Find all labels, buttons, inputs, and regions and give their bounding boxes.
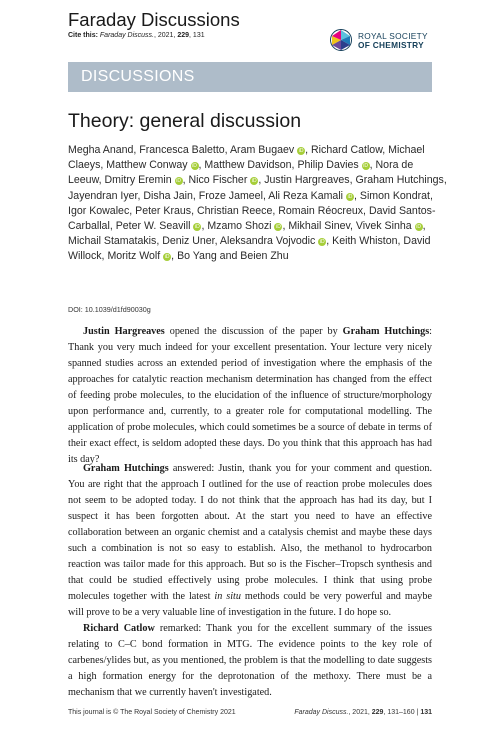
orcid-icon[interactable]: iD — [176, 178, 181, 185]
orcid-icon[interactable]: iD — [276, 224, 281, 231]
author-name: Richard Catlow — [311, 144, 383, 156]
author-name: Moritz Wolf — [107, 250, 161, 263]
author-name: Beien Zhu — [240, 250, 289, 263]
author-name: Michail Stamatakis — [68, 235, 157, 248]
author-name: Matthew Davidson — [204, 159, 292, 172]
speaker-name: Justin Hargreaves — [83, 326, 165, 337]
orcid-icon[interactable]: iD — [363, 163, 368, 170]
paragraph-lead: opened the discussion of the paper by — [164, 326, 343, 337]
author-name: Mzamo Shozi — [207, 220, 272, 233]
footer-pages: , 131–160 | — [383, 709, 421, 716]
orcid-icon[interactable]: iD — [319, 239, 325, 246]
author-name: Aleksandra Vojvodic — [219, 235, 316, 248]
speaker-name: Richard Catlow — [83, 623, 155, 634]
author-name: Vivek Sinha — [355, 220, 412, 233]
orcid-icon[interactable]: iD — [251, 178, 257, 185]
author-list: Megha Anand, Francesca Baletto, Aram Bugaev iD , Richard Catlow, Michael Claeys, Matthew Conway iD , Matthew Davidson, Philip Davies iD , Nora de Leeuw, Dmitry Eremin iD , Nico Fischer iD , Justin Hargreaves, Graham Hutchings, Jayendran Iyer, Disha Jain, Froze Jameel, Ali Reza Kamali iD , Simon Kondrat, Igor Kowalec, Peter Kraus, Christian Reece, Romain Réocreux, David Santos-Carballal, Peter W. Seavill iD , Mzamo Shozi iD , Mikhail Sinev, Vivek Sinha iD , Michail Stamatakis, Deniz Uner, Aleksandra Vojvodic iD , Keith Whiston, David Willock, Moritz Wolf iD , Bo Yang and Beien Zhu — [68, 144, 447, 263]
cite-pages: , 131 — [189, 32, 205, 39]
author-name: Bo Yang — [177, 250, 217, 263]
footer-copyright: This journal is © The Royal Society of Chemistry 2021 — [68, 709, 236, 716]
author-name: Megha Anand — [68, 144, 134, 156]
discussion-paragraph — [68, 324, 432, 468]
section-banner — [68, 62, 432, 92]
author-name: David Santos-Carballal — [68, 204, 436, 233]
cite-label: Cite this: — [68, 32, 98, 39]
author-name: Francesca Baletto — [139, 144, 225, 156]
rsc-logo-mark-icon — [328, 28, 354, 52]
author-name: Keith Whiston — [332, 235, 398, 248]
author-name: Jayendran Iyer — [68, 189, 138, 202]
page-number: 131 — [420, 709, 432, 716]
doi[interactable]: DOI: 10.1039/d1fd90030g — [68, 305, 151, 314]
author-name: Romain Réocreux — [278, 204, 364, 217]
paragraph-text: remarked: Thank you for the excellent summary of the issues relating to C–C bond formation in MTG. The evidence points to the key role of carbenes/ylides but, as you mentioned, the problem is that the modelling to date suggests a high formation energy for the deprotonation of the methoxy. There must be a mechanism that we currently haven't investigated. — [68, 623, 432, 699]
logo-text-line1: ROYAL SOCIETY — [358, 31, 428, 41]
cite-year: , 2021, — [153, 32, 178, 39]
author-name: Ali Reza Kamali — [268, 189, 344, 202]
orcid-icon[interactable]: iD — [195, 224, 200, 231]
article-title: Theory: general discussion — [68, 110, 302, 132]
orcid-icon[interactable]: iD — [347, 193, 353, 200]
speaker-name: Graham Hutchings — [342, 326, 430, 337]
author-name: Peter W. Seavill — [115, 220, 191, 233]
author-name: Aram Bugaev — [229, 144, 295, 156]
author-name: Froze Jameel — [198, 189, 263, 202]
author-name: Dmitry Eremin — [104, 174, 172, 187]
citation-line — [68, 32, 205, 39]
discussion-paragraph — [68, 461, 432, 621]
footer-journal: Faraday Discuss. — [294, 709, 349, 716]
journal-title: Faraday Discussions — [68, 9, 240, 30]
author-name: Igor Kowalec — [68, 204, 130, 217]
author-name: Nora de Leeuw — [68, 159, 414, 187]
orcid-icon[interactable]: iD — [416, 224, 421, 231]
author-name: Christian Reece — [196, 204, 273, 217]
paragraph-text: answered: Justin, thank you for your comment and question. You are right that the approach I outlined for the use of reaction probe molecules does not seem to be adopted today. I do not think that the approach has had its day, but I suspect it has been forgotten about. At the start you need to have an effective collaboration between an organic chemist and a catalysis chemist and maybe these days such a combination is not so easy to establish. Also, the methanol to hydrocarbon reaction was tailor made for this approach. But so is the Fischer–Tropsch synthesis and that could be studied effectively using probe molecules. I think that using probe molecules together with the latest — [68, 463, 432, 603]
speaker-name: Graham Hutchings — [83, 463, 169, 474]
cite-journal: Faraday Discuss. — [99, 32, 154, 39]
orcid-icon[interactable]: iD — [164, 254, 170, 261]
author-name: David Willock — [68, 235, 431, 263]
paragraph-italic: in situ — [214, 591, 241, 603]
paragraph-tail: methods could be very powerful and maybe will prove to be a very valuable line of investigation in the future. I do hope so. — [68, 591, 432, 619]
author-name: Philip Davies — [297, 159, 359, 172]
footer-year: , 2021, — [348, 709, 372, 716]
footer-volume: 229 — [371, 709, 384, 716]
paragraph-text: : Thank you very much indeed for your excellent presentation. Your lecture very nicely spanned studies across an extended period of investigation where the emphasis of the approaches for catalytic reaction mechanism determination has changed from the effect of feeding probe molecules, to the elucidation of the influence of structure/morphology upon performance and, currently, to a greater role for computational modelling. The application of probe molecules, which could sometimes be a source of debate in terms of their exact effect, is seldom adopted these days. Do you think that this approach has had its day? — [68, 326, 433, 466]
logo-text-line2: OF CHEMISTRY — [358, 40, 424, 50]
discussion-paragraph — [68, 621, 432, 701]
author-name: Simon Kondrat — [359, 189, 430, 202]
cite-volume: 229 — [177, 32, 190, 39]
rsc-logo — [328, 28, 438, 52]
author-name: Michael Claeys — [68, 144, 425, 172]
author-name: Justin Hargreaves — [264, 174, 350, 187]
author-name: Mikhail Sinev — [288, 220, 350, 233]
banner-label: DISCUSSIONS — [81, 68, 195, 85]
author-name: Graham Hutchings — [355, 174, 444, 187]
orcid-icon[interactable]: iD — [192, 163, 197, 170]
orcid-icon[interactable]: iD — [298, 148, 304, 154]
author-name: Deniz Uner — [162, 235, 215, 248]
author-name: Nico Fischer — [188, 174, 248, 187]
author-name: Disha Jain — [143, 189, 193, 202]
footer-citation — [294, 709, 432, 716]
author-name: Peter Kraus — [135, 204, 192, 217]
author-name: Matthew Conway — [106, 159, 188, 172]
